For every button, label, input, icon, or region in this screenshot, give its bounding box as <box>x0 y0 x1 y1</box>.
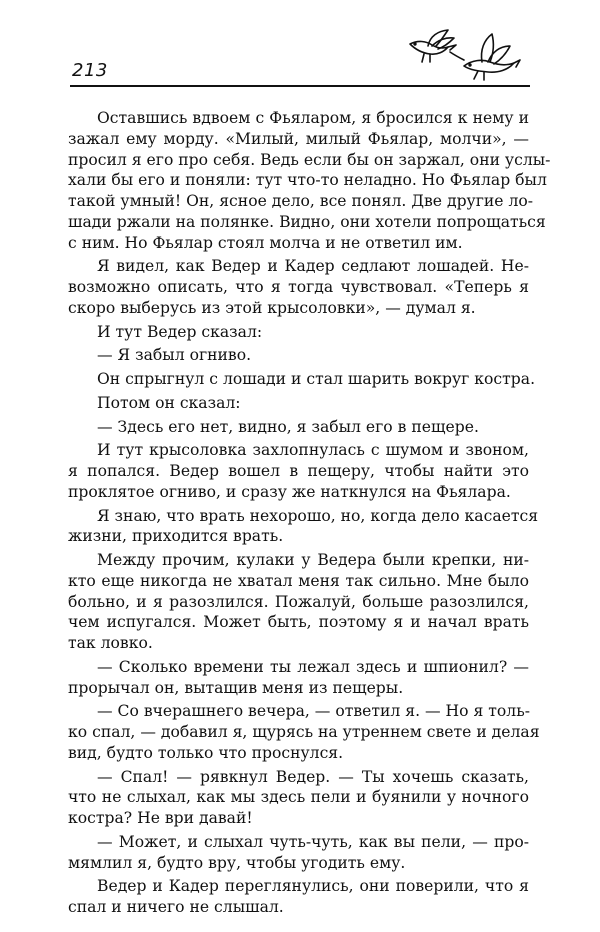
text-line: костра? Не ври давай! <box>68 809 253 827</box>
paragraph <box>68 108 551 253</box>
paragraph <box>68 256 529 318</box>
birds-icon <box>404 22 522 84</box>
paragraph <box>97 393 529 414</box>
paragraph <box>97 322 529 343</box>
paragraph <box>97 369 536 390</box>
text-line: спал и ничего не слышал. <box>68 898 284 916</box>
text-line: Оставшись вдвоем с Фьяларом, я бросился к нему и <box>97 109 529 127</box>
header-rule <box>70 85 530 87</box>
text-line: зажал ему морду. «Милый, милый Фьялар, молчи», — <box>68 129 529 148</box>
paragraph <box>68 701 540 763</box>
text-line: чем испугался. Может быть, поэтому я и начал врать <box>68 613 529 632</box>
paragraph <box>97 345 529 366</box>
text-line: с ним. Но Фьялар стоял молча и не ответил им. <box>68 233 463 252</box>
text-line: что не слыхал, как мы здесь пели и буянили у ночного <box>68 788 529 807</box>
paragraph <box>68 657 529 699</box>
text-line: так ловко. <box>68 634 153 652</box>
text-line: возможно описать, что я тогда чувствовал. «Теперь я <box>68 278 529 296</box>
text-line: — Может, и слыхал чуть-чуть, как вы пели, — про- <box>97 832 529 851</box>
text-line: ко спал, — добавил я, щурясь на утреннем свете и делая <box>68 723 540 741</box>
paragraph <box>68 832 529 874</box>
text-line: жизни, приходится врать. <box>68 527 284 546</box>
text-line: хали бы его и поняли: тут что-то неладно. Но Фьялар был <box>68 171 547 190</box>
text-line: Он спрыгнул с лошади и стал шарить вокруг костра. <box>97 370 536 388</box>
text-line: — Сколько времени ты лежал здесь и шпионил? — <box>97 657 529 676</box>
body-text <box>68 108 551 921</box>
text-line: просил я его про себя. Ведь если бы он заржал, они услы- <box>68 150 551 169</box>
text-line: больно, и я разозлился. Пожалуй, больше разозлился, <box>68 592 529 611</box>
text-line: мямлил я, будто вру, чтобы угодить ему. <box>68 853 406 872</box>
paragraph <box>97 417 529 438</box>
paragraph <box>68 506 539 548</box>
text-line: — Здесь его нет, видно, я забыл его в пещере. <box>97 417 479 436</box>
paragraph <box>68 767 529 829</box>
text-line: шади ржали на полянке. Видно, они хотели попрощаться <box>68 212 546 231</box>
text-line: я попался. Ведер вошел в пещеру, чтобы найти это <box>68 462 529 480</box>
text-line: Я знаю, что врать нехорошо, но, когда дело касается <box>97 506 539 525</box>
paragraph <box>68 550 529 654</box>
text-line: — Со вчерашнего вечера, — ответил я. — Но я толь- <box>97 702 530 721</box>
text-line: Между прочим, кулаки у Ведера были крепки, ни- <box>97 551 529 569</box>
paragraph <box>68 440 529 502</box>
text-line: скоро выберусь из этой крысоловки», — думал я. <box>68 298 476 317</box>
text-line: проклятое огниво, и сразу же наткнулся на Фьялара. <box>68 482 511 501</box>
paragraph <box>68 876 529 918</box>
text-line: прорычал он, вытащив меня из пещеры. <box>68 678 404 697</box>
text-line: Ведер и Кадер переглянулись, они поверили, что я <box>97 877 529 896</box>
text-line: Я видел, как Ведер и Кадер седлают лошадей. Не- <box>97 257 529 276</box>
text-line: кто еще никогда не хватал меня так сильно. Мне было <box>68 571 529 590</box>
text-line: И тут крысоловка захлопнулась с шумом и звоном, <box>97 441 529 460</box>
text-line: — Я забыл огниво. <box>97 346 252 365</box>
text-line: — Спал! — рявкнул Ведер. — Ты хочешь сказать, <box>97 767 529 786</box>
text-line: вид, будто только что проснулся. <box>68 743 344 762</box>
text-line: И тут Ведер сказал: <box>97 322 263 341</box>
text-line: Потом он сказал: <box>97 393 241 412</box>
page-number: 213 <box>72 60 108 81</box>
text-line: такой умный! Он, ясное дело, все понял. Две другие ло- <box>68 192 534 210</box>
